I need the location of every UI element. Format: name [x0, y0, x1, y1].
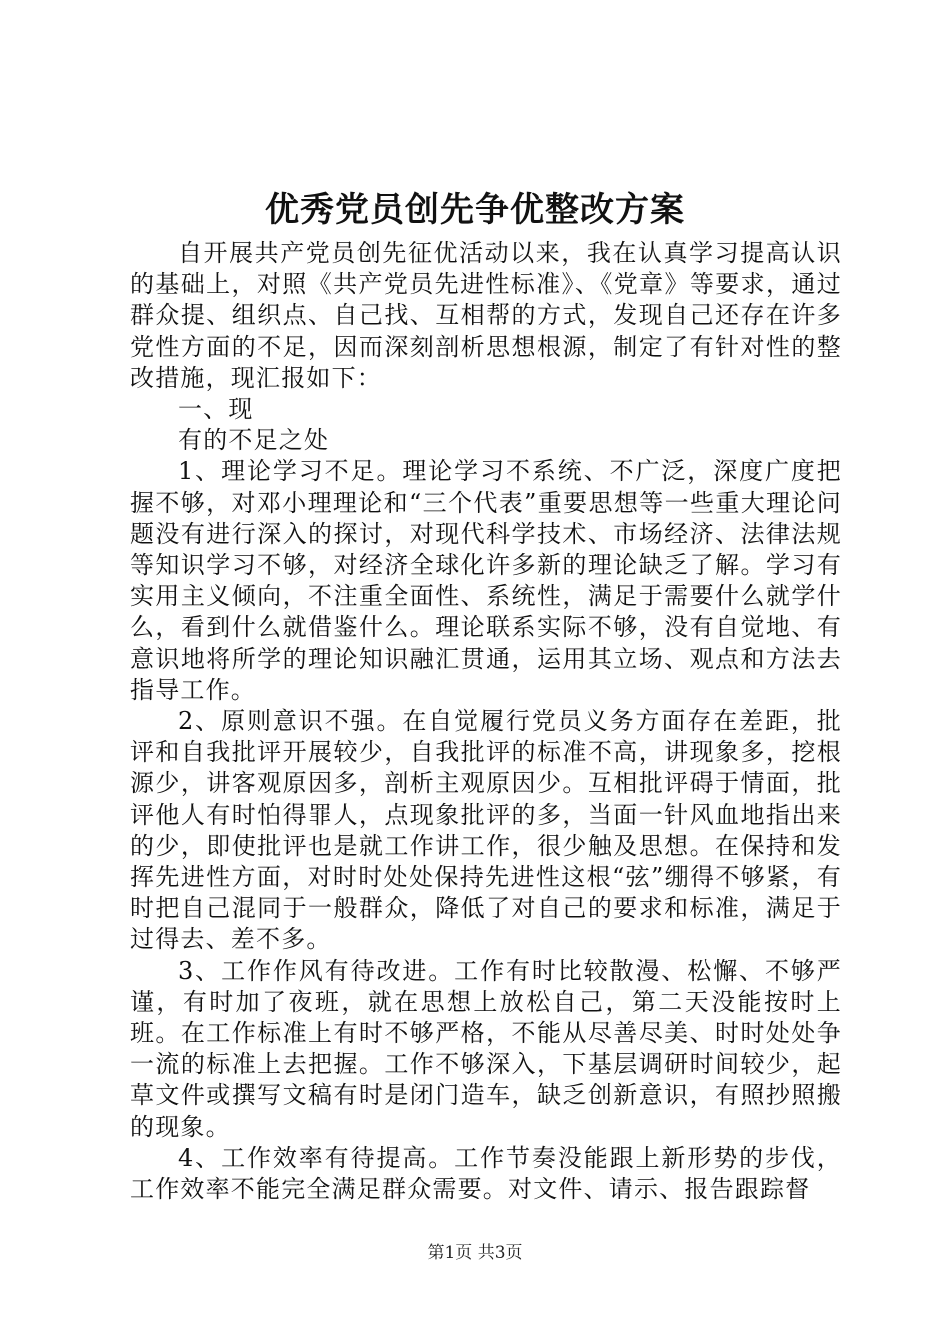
paragraph-item-4: 4、工作效率有待提高。工作节奏没能跟上新形势的步伐，工作效率不能完全满足群众需要。对文件、请示、报告跟踪督 [130, 1143, 842, 1204]
document-title: 优秀党员创先争优整改方案 [265, 190, 685, 230]
paragraph-item-3: 3、工作作风有待改进。工作有时比较散漫、松懈、不够严谨，有时加了夜班，就在思想上放松自己，第二天没能按时上班。在工作标准上有时不够严格，不能从尽善尽美、时时处处争一流的标准上去把握。工作不够深入，下基层调研时间较少，起草文件或撰写文稿有时是闭门造车，缺乏创新意识，有照抄照搬的现象。 [130, 956, 842, 1141]
paragraph-item-1: 1、理论学习不足。理论学习不系统、不广泛，深度广度把握不够，对邓小理理论和“三个代表”重要思想等一些重大理论问题没有进行深入的探讨，对现代科学技术、市场经济、法律法规等知识学习不够，对经济全球化许多新的理论缺乏了解。学习有实用主义倾向，不注重全面性、系统性，满足于需要什么就学什么，看到什么就借鉴什么。理论联系实际不够，没有自觉地、有意识地将所学的理论知识融汇贯通，运用其立场、观点和方法去指导工作。 [130, 457, 842, 704]
page-number-footer: 第1页 共3页 [427, 1243, 523, 1263]
paragraph-intro: 自开展共产党员创先征优活动以来，我在认真学习提高认识的基础上，对照《共产党员先进性标准》、《党章》等要求，通过群众提、组织点、自己找、互相帮的方式，发现自己还存在许多党性方面的不足，因而深刻剖析思想根源，制定了有针对性的整改措施，现汇报如下： [130, 239, 842, 392]
section-heading-continued: 有的不足之处 [178, 426, 330, 455]
document-body [130, 238, 842, 1205]
paragraph-item-2: 2、原则意识不强。在自觉履行党员义务方面存在差距，批评和自我批评开展较少，自我批评的标准不高，讲现象多，挖根源少，讲客观原因多，剖析主观原因少。互相批评碍于情面，批评他人有时怕得罪人，点现象批评的多，当面一针风血地指出来的少，即使批评也是就工作讲工作，很少触及思想。在保持和发挥先进性方面，对时时处处保持先进性这根“弦”绷得不够紧，有时把自己混同于一般群众，降低了对自己的要求和标准，满足于过得去、差不多。 [130, 707, 842, 954]
section-heading: 一、现 [178, 395, 254, 424]
